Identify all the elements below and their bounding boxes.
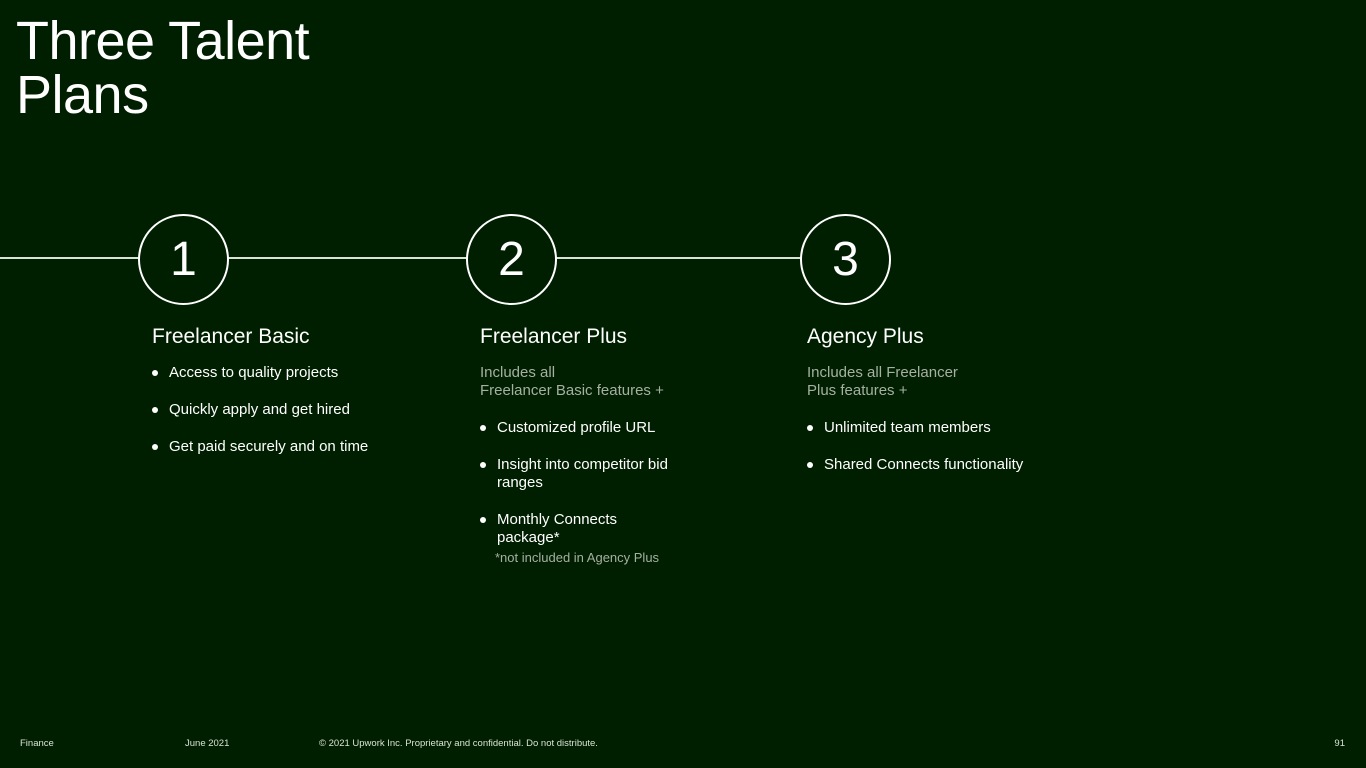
plan-freelancer-basic: [152, 324, 452, 475]
list-item: Customized profile URL: [480, 419, 670, 437]
plan-intro-line: Includes all: [480, 364, 556, 381]
plan-intro: [480, 364, 680, 400]
plan-intro-line: Includes all Freelancer: [807, 364, 958, 381]
footnote: *not included in Agency Plus: [495, 550, 660, 565]
list-item: Get paid securely and on time: [152, 438, 452, 456]
plan-intro-line: Plus features +: [807, 382, 908, 399]
list-item: Unlimited team members: [807, 419, 1067, 437]
timeline-line-2-3: [555, 257, 803, 259]
list-item: Access to quality projects: [152, 364, 452, 382]
list-item: Monthly Connects package*: [480, 511, 670, 547]
plan-intro-line: Freelancer Basic features +: [480, 382, 664, 399]
plan-name: Agency Plus: [807, 325, 924, 348]
step-circle-2: [466, 214, 557, 305]
plan-freelancer-plus: [480, 324, 680, 566]
timeline-line-left: [0, 257, 140, 259]
page-number: 91: [1334, 738, 1345, 749]
feature-list: [807, 419, 1067, 474]
step-number-1: 1: [170, 233, 197, 286]
slide-title: [16, 11, 310, 125]
list-item: Quickly apply and get hired: [152, 401, 452, 419]
plan-name: Freelancer Basic: [152, 325, 310, 348]
plan-intro: [807, 364, 1067, 400]
plan-name: Freelancer Plus: [480, 325, 628, 348]
step-number-2: 2: [498, 233, 525, 286]
feature-list: [152, 364, 452, 456]
slide-title-line-2: Plans: [16, 65, 149, 125]
slide-title-line-1: Three Talent: [16, 11, 310, 71]
plan-agency-plus: [807, 324, 1067, 493]
footer-date: June 2021: [185, 738, 230, 749]
step-circle-1: [138, 214, 229, 305]
step-number-3: 3: [832, 233, 859, 286]
step-circle-3: [800, 214, 891, 305]
feature-list: [480, 419, 670, 547]
timeline-line-1-2: [227, 257, 469, 259]
footer-copyright: © 2021 Upwork Inc. Proprietary and confidential. Do not distribute.: [319, 738, 598, 749]
footer-department: Finance: [20, 738, 54, 749]
list-item: Insight into competitor bid ranges: [480, 456, 670, 492]
list-item: Shared Connects functionality: [807, 456, 1067, 474]
